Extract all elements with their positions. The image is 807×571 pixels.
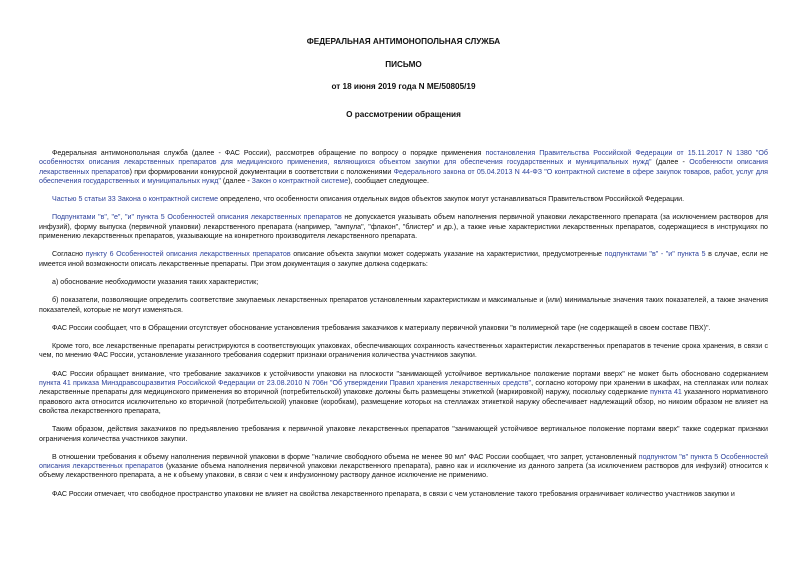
text-segment: определено, что особенности описания отдельных видов объектов закупок могут устанавливаться Правительством Российской Федерации.	[218, 195, 685, 204]
paragraph-item-b: б) показатели, позволяющие определить соответствие закупаемых лекарственных препаратов установленным характеристикам и максимальные и (или) минимальные значения таких показателей, а также значения показателей, которые не могут изменяться.	[39, 296, 768, 314]
paragraph-point-6	[39, 250, 768, 269]
paragraph-stability	[39, 370, 768, 416]
link-subpoint-v-point-5[interactable]: подпунктом "в" пункта 5 Особенностей описания лекарственных препаратов	[39, 452, 768, 471]
link-subpoints-v-i-point-5[interactable]: подпунктами "в" - "и" пункта 5	[604, 250, 706, 259]
text-segment: (далее -	[220, 176, 252, 185]
text-segment: Федеральная антимонопольная служба (далее - ФАС России), рассмотрев обращение по вопросу о порядке применения	[52, 149, 486, 157]
text-segment: не допускается указывать объем наполнения первичной упаковки лекарственного препарата (за исключением растворов для инфузий), форму выпуска (первичной упаковки) лекарственного препарата (например, "ампула", "флакон", "блистер" и др.), а также иные характеристики лекарственных препаратов, содержащиеся в инструкциях по применению лекарственных препаратов, указывающие на конкретного производителя лекарственного препарата.	[39, 213, 768, 241]
text-segment: В отношении требования к объему наполнения первичной упаковки в форме "наличие свободного объема не менее 90 мл" ФАС России сообщает, что запрет, установленный	[52, 452, 639, 461]
text-segment: Согласно	[52, 250, 86, 259]
text-segment: ) при формировании конкурсной документации в соответствии с положениями	[129, 167, 394, 176]
paragraph-registration: Кроме того, все лекарственные препараты регистрируются в соответствующих упаковках, обеспечивающих сохранность качественных характеристик лекарственных препаратов в течение срока хранения, в связи с чем, по мнению ФАС России, установление указанного требования содержит признаки ограничения количества участников закупки.	[39, 342, 768, 360]
text-segment: в случае, если не имеется иной возможности описать лекарственные препараты. При этом документация о закупке должна содержать:	[39, 250, 768, 268]
link-point-6[interactable]: пункту 6 Особенностей описания лекарственных препаратов	[85, 250, 291, 259]
text-segment: (указание объема наполнения первичной упаковки лекарственного препарата), равно как и исключение из данного запрета (за исключением растворов для инфузий) относится к объему лекарственного препарата, а не к объему упаковки, в связи с чем к инфузионному раствору данное исключение не применимо.	[39, 462, 769, 480]
text-segment: описание объекта закупки может содержать указание на характеристики, предусмотренные	[290, 250, 605, 259]
text-segment: указанного нормативного правового акта относится исключительно ко вторичной (потребительской) упаковке (коробкам), размещение которых на стеллажах этикеткой наружу обеспечивает надлежащий обзор, но никоим образом не влияет на свойства лекарственного препарата,	[39, 388, 769, 415]
paragraph-free-space: ФАС России отмечает, что свободное пространство упаковки не влияет на свойства лекарственного препарата, в связи с чем установление такого требования ограничивает количество участников закупки и	[52, 489, 735, 498]
agency-name: ФЕДЕРАЛЬНАЯ АНТИМОНОПОЛЬНАЯ СЛУЖБА	[306, 37, 501, 46]
text-segment: ), сообщает следующее.	[348, 176, 429, 185]
link-order-706n-point-41[interactable]: пункта 41 приказа Минздравсоцразвития Российской Федерации от 23.08.2010 N 706н "Об утверждении Правил хранения лекарственных средств"	[39, 379, 532, 388]
document-date-number: от 18 июня 2019 года N МЕ/50805/19	[331, 82, 476, 91]
link-article-33-part-5[interactable]: Частью 5 статьи 33 Закона о контрактной системе	[52, 195, 219, 204]
document-type: ПИСЬМО	[385, 60, 422, 69]
text-segment: ФАС России обращает внимание, что требование заказчиков к устойчивости упаковки на плоскости "занимающей устойчивое вертикальное положение портами вверх" не может быть обосновано содержанием	[52, 369, 768, 378]
link-government-decree-1380[interactable]: постановления Правительства Российской Федерации от 15.11.2017 N 1380 "Об особенностях описания лекарственных препаратов для медицинского применения, являющихся объектом закупки для обеспечения государственных и муниципальных нужд"	[39, 149, 768, 167]
paragraph-subpoints	[39, 213, 768, 241]
paragraph-volume	[39, 453, 768, 481]
link-point-41[interactable]: пункта 41	[650, 388, 682, 397]
paragraph-article-33	[39, 195, 768, 204]
paragraph-conclusion-stability: Таким образом, действия заказчиков по предъявлению требования к первичной упаковке лекарственных препаратов "занимающей устойчивое вертикальное положение портами вверх" также содержат признаки ограничения количества участников закупки.	[39, 425, 768, 443]
link-contract-system-law[interactable]: Закон о контрактной системе	[251, 176, 349, 185]
paragraph-intro	[39, 149, 768, 186]
paragraph-item-a: а) обоснование необходимости указания таких характеристик;	[52, 277, 259, 286]
text-segment: (далее -	[651, 158, 690, 167]
link-subpoints-v-e-i[interactable]: Подпунктами "в", "е", "и" пункта 5 Особенностей описания лекарственных препаратов	[52, 213, 342, 222]
link-description-features[interactable]: Особенности описания лекарственных препаратов	[39, 158, 768, 176]
paragraph-pvc: ФАС России сообщает, что в Обращении отсутствует обоснование установления требования заказчиков к материалу первичной упаковки "в полимерной таре (не содержащей в своем составе ПВХ)".	[52, 323, 711, 332]
link-federal-law-44fz[interactable]: Федерального закона от 05.04.2013 N 44-ФЗ "О контрактной системе в сфере закупок товаров, работ, услуг для обеспечения государственных и муниципальных нужд"	[39, 167, 768, 185]
text-segment: , согласно которому при хранении в шкафах, на стеллажах или полках лекарственные препараты для медицинского применения во вторичной (потребительской) упаковке должны быть размещены этикеткой (маркировкой) наружу, поскольку содержание	[39, 379, 768, 397]
document-subject: О рассмотрении обращения	[346, 110, 461, 119]
